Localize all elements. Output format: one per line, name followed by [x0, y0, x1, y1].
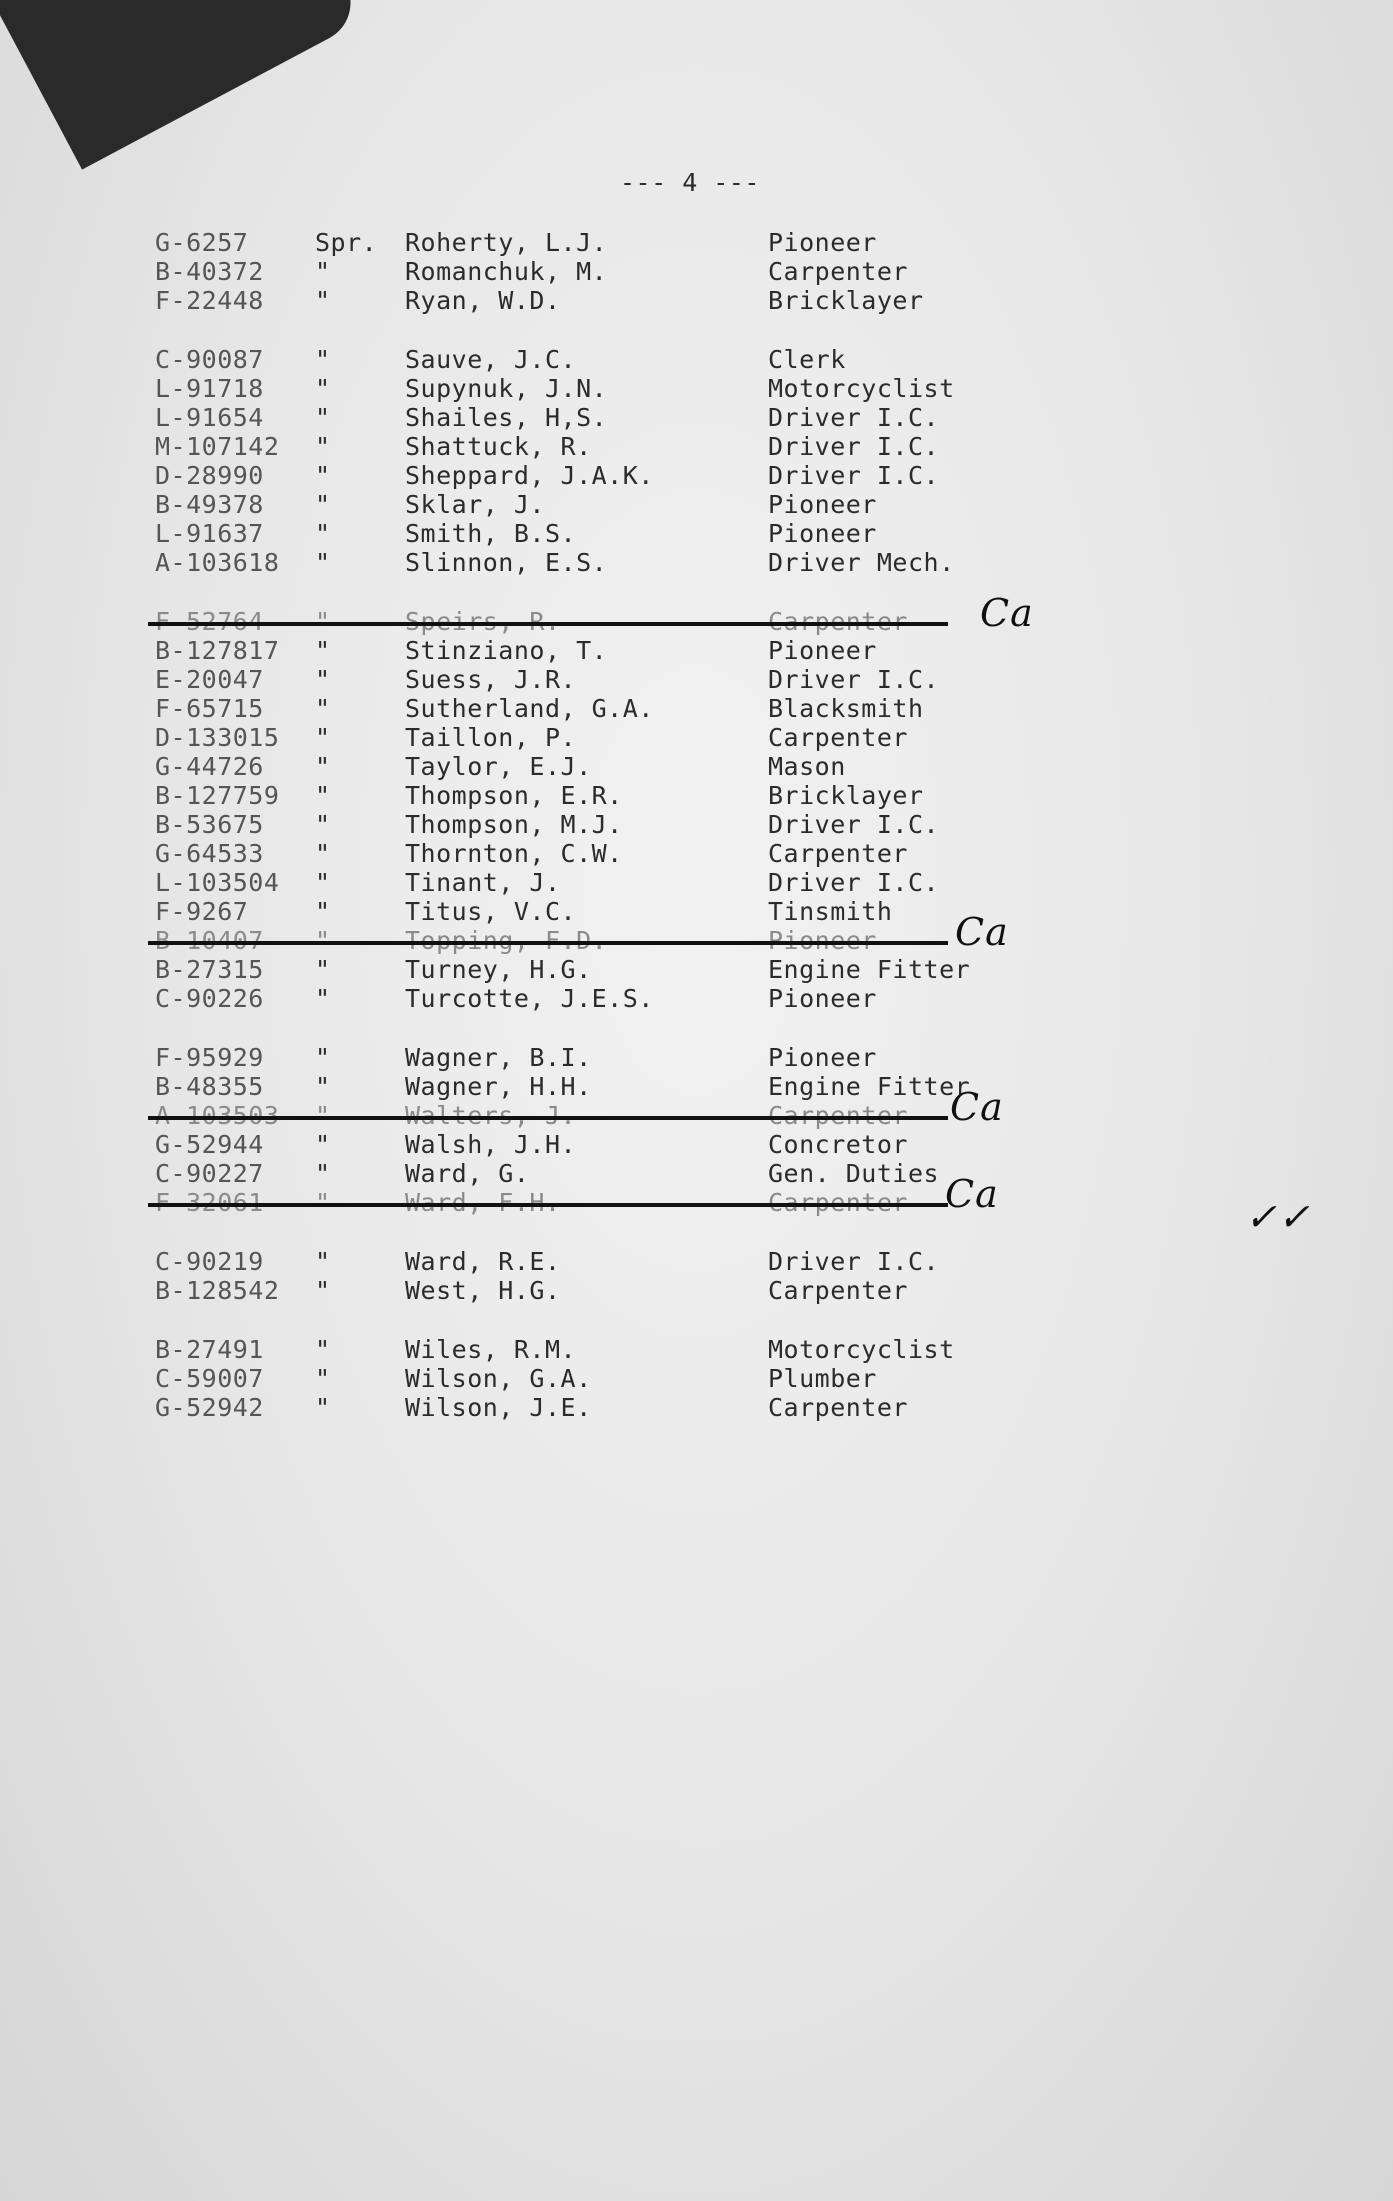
service-number: G-64533 — [155, 839, 264, 868]
name: Smith, B.S. — [405, 519, 577, 548]
service-number: F-22448 — [155, 286, 264, 315]
rank: " — [315, 345, 331, 374]
service-number: B-40372 — [155, 257, 264, 286]
name: Thornton, C.W. — [405, 839, 623, 868]
rank: " — [315, 723, 331, 752]
trade: Driver I.C. — [768, 1247, 940, 1276]
service-number: C-90219 — [155, 1247, 264, 1276]
trade: Pioneer — [768, 984, 877, 1013]
trade: Carpenter — [768, 1393, 908, 1422]
roster-row — [0, 926, 1393, 956]
roster-row — [0, 723, 1393, 753]
trade: Engine Fitter — [768, 1072, 971, 1101]
trade: Driver I.C. — [768, 665, 940, 694]
roster-row — [0, 345, 1393, 375]
roster-row — [0, 1276, 1393, 1306]
roster-row — [0, 868, 1393, 898]
service-number: L-103504 — [155, 868, 280, 897]
name: Ward, R.E. — [405, 1247, 561, 1276]
rank: " — [315, 897, 331, 926]
name: West, H.G. — [405, 1276, 561, 1305]
rank: " — [315, 1393, 331, 1422]
roster-row — [0, 432, 1393, 462]
name: Wiles, R.M. — [405, 1335, 577, 1364]
handwritten-note: Ca — [980, 591, 1034, 635]
trade: Bricklayer — [768, 286, 924, 315]
roster-row — [0, 607, 1393, 637]
roster-row — [0, 984, 1393, 1014]
rank: " — [315, 519, 331, 548]
rank: " — [315, 548, 331, 577]
name: Turcotte, J.E.S. — [405, 984, 654, 1013]
handwritten-note: Ca — [955, 910, 1009, 954]
trade: Blacksmith — [768, 694, 924, 723]
rank: " — [315, 810, 331, 839]
service-number: L-91718 — [155, 374, 264, 403]
rank: " — [315, 1247, 331, 1276]
trade: Clerk — [768, 345, 846, 374]
service-number: F-65715 — [155, 694, 264, 723]
roster-row — [0, 228, 1393, 258]
roster-row — [0, 1159, 1393, 1189]
trade: Pioneer — [768, 228, 877, 257]
trade: Tinsmith — [768, 897, 893, 926]
service-number: F-9267 — [155, 897, 249, 926]
trade: Pioneer — [768, 519, 877, 548]
trade: Driver I.C. — [768, 403, 940, 432]
roster-row — [0, 1335, 1393, 1365]
rank: " — [315, 286, 331, 315]
roster-row — [0, 374, 1393, 404]
trade: Pioneer — [768, 636, 877, 665]
trade: Carpenter — [768, 723, 908, 752]
service-number: B-127817 — [155, 636, 280, 665]
rank: " — [315, 868, 331, 897]
trade: Gen. Duties — [768, 1159, 940, 1188]
rank: " — [315, 490, 331, 519]
trade: Driver I.C. — [768, 868, 940, 897]
rank: " — [315, 1276, 331, 1305]
trade: Carpenter — [768, 257, 908, 286]
rank: " — [315, 1043, 331, 1072]
rank: " — [315, 432, 331, 461]
rank: " — [315, 403, 331, 432]
service-number: B-127759 — [155, 781, 280, 810]
name: Wilson, J.E. — [405, 1393, 592, 1422]
service-number: C-90087 — [155, 345, 264, 374]
rank: " — [315, 839, 331, 868]
trade: Carpenter — [768, 1276, 908, 1305]
rank: " — [315, 374, 331, 403]
roster-row — [0, 810, 1393, 840]
rank: " — [315, 257, 331, 286]
service-number: C-59007 — [155, 1364, 264, 1393]
name: Walsh, J.H. — [405, 1130, 577, 1159]
name: Thompson, E.R. — [405, 781, 623, 810]
handwritten-note: Ca — [945, 1172, 999, 1216]
roster-row — [0, 636, 1393, 666]
roster-row — [0, 1043, 1393, 1073]
handwritten-check-marks: ✓✓ — [1245, 1195, 1311, 1239]
trade: Driver I.C. — [768, 810, 940, 839]
rank: " — [315, 781, 331, 810]
rank: " — [315, 752, 331, 781]
service-number: B-48355 — [155, 1072, 264, 1101]
roster-row — [0, 897, 1393, 927]
trade: Engine Fitter — [768, 955, 971, 984]
service-number: G-52942 — [155, 1393, 264, 1422]
trade: Driver Mech. — [768, 548, 955, 577]
roster-row — [0, 839, 1393, 869]
name: Turney, H.G. — [405, 955, 592, 984]
roster-row — [0, 665, 1393, 695]
roster-row — [0, 286, 1393, 316]
service-number: G-44726 — [155, 752, 264, 781]
service-number: M-107142 — [155, 432, 280, 461]
trade: Plumber — [768, 1364, 877, 1393]
service-number: A-103618 — [155, 548, 280, 577]
rank: " — [315, 665, 331, 694]
service-number: B-27491 — [155, 1335, 264, 1364]
roster-row — [0, 1188, 1393, 1218]
roster-row — [0, 490, 1393, 520]
name: Wagner, B.I. — [405, 1043, 592, 1072]
trade: Mason — [768, 752, 846, 781]
name: Sheppard, J.A.K. — [405, 461, 654, 490]
roster-row — [0, 1364, 1393, 1394]
name: Stinziano, T. — [405, 636, 608, 665]
roster-row — [0, 257, 1393, 287]
roster-row — [0, 519, 1393, 549]
rank: " — [315, 461, 331, 490]
service-number: B-49378 — [155, 490, 264, 519]
strikethrough-line — [148, 622, 948, 626]
name: Ward, G. — [405, 1159, 530, 1188]
rank: " — [315, 1072, 331, 1101]
service-number: E-20047 — [155, 665, 264, 694]
roster-row — [0, 955, 1393, 985]
trade: Motorcyclist — [768, 1335, 955, 1364]
name: Taillon, P. — [405, 723, 577, 752]
trade: Motorcyclist — [768, 374, 955, 403]
rank: " — [315, 984, 331, 1013]
service-number: G-52944 — [155, 1130, 264, 1159]
rank: " — [315, 1159, 331, 1188]
name: Taylor, E.J. — [405, 752, 592, 781]
rank: " — [315, 1364, 331, 1393]
service-number: B-27315 — [155, 955, 264, 984]
roster-row — [0, 1072, 1393, 1102]
service-number: B-128542 — [155, 1276, 280, 1305]
trade: Pioneer — [768, 490, 877, 519]
strikethrough-line — [148, 1203, 948, 1207]
name: Supynuk, J.N. — [405, 374, 608, 403]
name: Wagner, H.H. — [405, 1072, 592, 1101]
service-number: F-95929 — [155, 1043, 264, 1072]
roster-row — [0, 403, 1393, 433]
name: Sutherland, G.A. — [405, 694, 654, 723]
trade: Driver I.C. — [768, 432, 940, 461]
trade: Pioneer — [768, 1043, 877, 1072]
service-number: G-6257 — [155, 228, 249, 257]
page-number: --- 4 --- — [620, 168, 760, 197]
name: Tinant, J. — [405, 868, 561, 897]
name: Shailes, H,S. — [405, 403, 608, 432]
name: Wilson, G.A. — [405, 1364, 592, 1393]
trade: Carpenter — [768, 839, 908, 868]
roster-row — [0, 1393, 1393, 1423]
rank: " — [315, 636, 331, 665]
rank: " — [315, 1335, 331, 1364]
name: Suess, J.R. — [405, 665, 577, 694]
roster-row — [0, 781, 1393, 811]
rank: " — [315, 694, 331, 723]
roster-row — [0, 694, 1393, 724]
rank: " — [315, 955, 331, 984]
rank: " — [315, 1130, 331, 1159]
name: Thompson, M.J. — [405, 810, 623, 839]
name: Ryan, W.D. — [405, 286, 561, 315]
service-number: L-91637 — [155, 519, 264, 548]
name: Titus, V.C. — [405, 897, 577, 926]
service-number: D-133015 — [155, 723, 280, 752]
trade: Bricklayer — [768, 781, 924, 810]
roster-row — [0, 548, 1393, 578]
roster-row — [0, 461, 1393, 491]
service-number: C-90226 — [155, 984, 264, 1013]
roster-row — [0, 752, 1393, 782]
service-number: D-28990 — [155, 461, 264, 490]
name: Shattuck, R. — [405, 432, 592, 461]
roster-row — [0, 1247, 1393, 1277]
name: Sklar, J. — [405, 490, 545, 519]
roster-row — [0, 1130, 1393, 1160]
trade: Concretor — [768, 1130, 908, 1159]
roster-row — [0, 1101, 1393, 1131]
rank: Spr. — [315, 228, 378, 257]
name: Sauve, J.C. — [405, 345, 577, 374]
name: Romanchuk, M. — [405, 257, 608, 286]
handwritten-note: Ca — [950, 1085, 1004, 1129]
service-number: B-53675 — [155, 810, 264, 839]
service-number: C-90227 — [155, 1159, 264, 1188]
trade: Driver I.C. — [768, 461, 940, 490]
service-number: L-91654 — [155, 403, 264, 432]
name: Slinnon, E.S. — [405, 548, 608, 577]
name: Roherty, L.J. — [405, 228, 608, 257]
strikethrough-line — [148, 941, 948, 945]
strikethrough-line — [148, 1116, 948, 1120]
